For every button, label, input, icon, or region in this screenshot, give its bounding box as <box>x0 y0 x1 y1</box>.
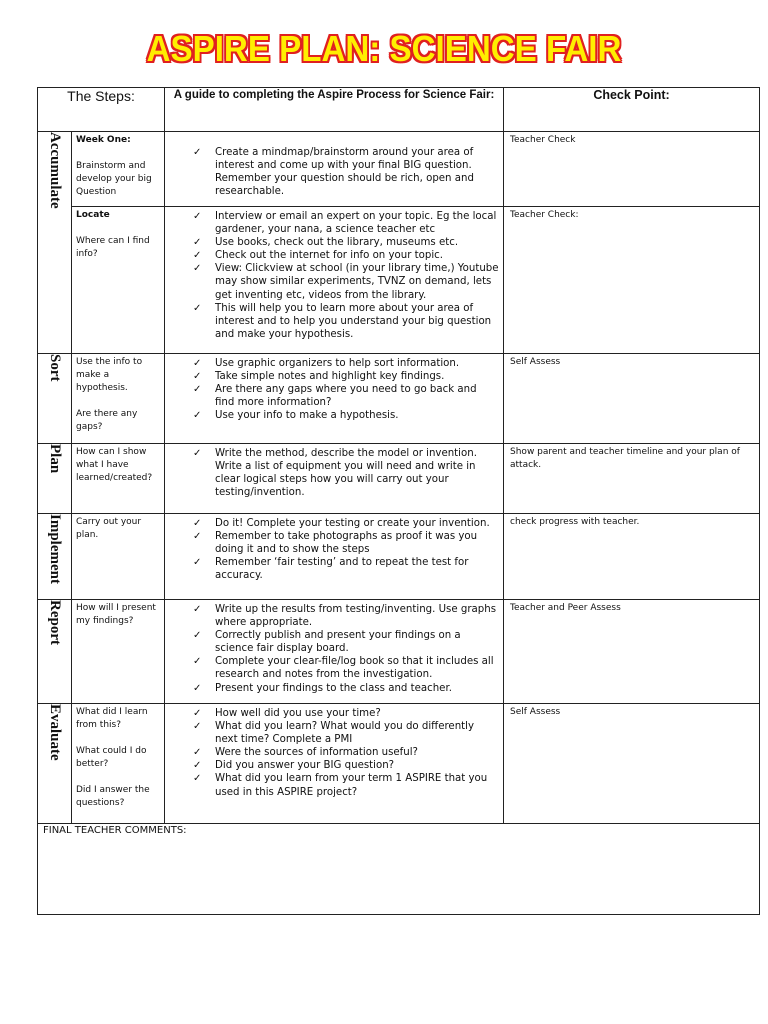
guide-item <box>193 772 499 798</box>
checkpoint-text: Teacher Check: <box>510 210 579 220</box>
checkmark-icon: ✓ <box>193 747 202 759</box>
header-steps: The Steps: <box>38 88 165 132</box>
comments-row <box>38 824 760 915</box>
guide-item-text: Use your info to make a hypothesis. <box>215 410 399 422</box>
step-label: Week One: <box>76 135 131 145</box>
checkmark-icon: ✓ <box>193 518 202 529</box>
step-question: Use the info to make a hypothesis. <box>76 357 143 393</box>
guide-item-text: Check out the internet for info on your topic. <box>215 250 444 262</box>
guide-item <box>193 556 499 582</box>
checkmark-icon: ✓ <box>193 302 202 314</box>
checkmark-icon: ✓ <box>193 531 202 543</box>
checkpoint-cell <box>504 600 760 704</box>
header-row <box>38 88 760 132</box>
page-title: ASPIRE PLAN: SCIENCE FAIR <box>146 28 622 69</box>
question-cell <box>72 704 165 824</box>
guide-item <box>193 383 499 409</box>
guide-item-text: What did you learn from your term 1 ASPIRE that you used in this ASPIRE project? <box>215 773 488 798</box>
checkmark-icon: ✓ <box>193 237 202 249</box>
guide-item-text: Write up the results from testing/inventing. Use graphs where appropriate. <box>215 604 496 629</box>
checkmark-icon: ✓ <box>193 410 202 422</box>
guide-item <box>193 302 499 341</box>
checkpoint-text: Show parent and teacher timeline and your plan of attack. <box>510 447 740 470</box>
guide-item <box>193 357 499 370</box>
step-question: How will I present my findings? <box>76 603 156 626</box>
step-question: What did I learn from this? <box>76 707 148 730</box>
checkmark-icon: ✓ <box>193 656 202 668</box>
guide-item-text: How well did you use your time? <box>215 708 381 719</box>
step-question: Did I answer the questions? <box>76 785 150 808</box>
checkmark-icon: ✓ <box>193 557 202 569</box>
guide-item <box>193 603 499 629</box>
guide-item <box>193 249 499 262</box>
checkpoint-text: Self Assess <box>510 707 561 717</box>
stage-cell <box>38 704 72 824</box>
checkmark-icon: ✓ <box>193 708 202 719</box>
guide-cell <box>165 132 504 207</box>
checkmark-icon: ✓ <box>193 773 202 785</box>
guide-cell <box>165 207 504 354</box>
checkmark-icon: ✓ <box>193 760 202 772</box>
comments-label: FINAL TEACHER COMMENTS: <box>43 825 187 836</box>
guide-cell <box>165 600 504 704</box>
checkmark-icon: ✓ <box>193 721 202 733</box>
question-cell <box>72 444 165 514</box>
checkmark-icon: ✓ <box>193 682 202 694</box>
table-row <box>38 444 760 514</box>
guide-item-text: Were the sources of information useful? <box>215 747 418 759</box>
checkpoint-cell <box>504 207 760 354</box>
guide-item-text: Did you answer your BIG question? <box>215 760 395 772</box>
guide-item-text: Complete your clear-file/log book so that it includes all research and notes from the investigation. <box>215 656 494 681</box>
guide-item <box>193 707 499 720</box>
guide-item-text: Correctly publish and present your findings on a science fair display board. <box>215 630 461 655</box>
guide-item-text: Write the method, describe the model or invention. Write a list of equipment you will need and write in clear logical steps how you will carry out your testing/invention. <box>215 448 477 499</box>
checkpoint-cell <box>504 354 760 444</box>
stage-cell <box>38 132 72 354</box>
guide-item <box>193 370 499 383</box>
stage-cell <box>38 514 72 600</box>
guide-item <box>193 517 499 530</box>
stage-cell <box>38 354 72 444</box>
step-question: Where can I find info? <box>76 236 150 259</box>
guide-item <box>193 655 499 681</box>
guide-item <box>193 720 499 746</box>
stage-label: Sort <box>47 354 63 382</box>
table-row <box>38 354 760 444</box>
table-row <box>38 132 760 207</box>
table-row <box>38 207 760 354</box>
guide-item <box>193 530 499 556</box>
guide-item-text: Present your findings to the class and teacher. <box>215 682 452 694</box>
checkmark-icon: ✓ <box>193 604 202 615</box>
guide-cell <box>165 354 504 444</box>
guide-item <box>193 409 499 422</box>
guide-item-text: Remember to take photographs as proof it was you doing it and to show the steps <box>215 531 478 556</box>
guide-item <box>193 746 499 759</box>
stage-label: Implement <box>47 514 63 584</box>
step-question: Carry out your plan. <box>76 517 142 540</box>
table-row <box>38 600 760 704</box>
guide-item-text: This will help you to learn more about your area of interest and to help you understand your big question and make your hypothesis. <box>215 302 492 340</box>
guide-item <box>193 236 499 249</box>
checkpoint-cell <box>504 514 760 600</box>
guide-item-text: Create a mindmap/brainstorm around your area of interest and come up with your final BIG question. Remember your question should be rich, open and researchable. <box>215 147 474 198</box>
checkmark-icon: ✓ <box>193 211 202 222</box>
checkpoint-text: check progress with teacher. <box>510 517 640 527</box>
checkmark-icon: ✓ <box>193 371 202 383</box>
guide-item-text: Interview or email an expert on your topic. Eg the local gardener, your nana, a science teacher etc <box>215 211 497 236</box>
step-question: What could I do better? <box>76 746 147 769</box>
guide-cell <box>165 444 504 514</box>
guide-item-text: Use graphic organizers to help sort information. <box>215 358 460 369</box>
step-question: Are there any gaps? <box>76 409 138 432</box>
stage-label: Report <box>47 600 63 645</box>
question-cell <box>72 514 165 600</box>
checkpoint-text: Teacher Check <box>510 135 576 145</box>
header-guide: A guide to completing the Aspire Process for Science Fair: <box>165 88 504 132</box>
checkmark-icon: ✓ <box>193 630 202 642</box>
stage-label: Evaluate <box>47 704 63 761</box>
checkpoint-cell <box>504 444 760 514</box>
guide-item <box>193 262 499 301</box>
guide-item <box>193 629 499 655</box>
guide-item <box>193 210 499 236</box>
checkmark-icon: ✓ <box>193 358 202 369</box>
checkpoint-text: Teacher and Peer Assess <box>510 603 621 613</box>
checkmark-icon: ✓ <box>193 263 202 275</box>
question-cell <box>72 600 165 704</box>
aspire-table <box>37 87 760 915</box>
guide-item-text: Remember ‘fair testing’ and to repeat the test for accuracy. <box>215 557 469 582</box>
guide-item-text: View: Clickview at school (in your library time,) Youtube may show similar experiments, TVNZ on demand, lets get inventing etc, videos from the library. <box>215 263 499 301</box>
table-row <box>38 514 760 600</box>
checkmark-icon: ✓ <box>193 448 202 459</box>
checkmark-icon: ✓ <box>193 250 202 262</box>
guide-cell <box>165 514 504 600</box>
guide-item-text: Do it! Complete your testing or create your invention. <box>215 518 490 529</box>
guide-item <box>193 682 499 695</box>
guide-item-text: Use books, check out the library, museums etc. <box>215 237 459 249</box>
guide-item <box>193 759 499 772</box>
guide-item-text: Are there any gaps where you need to go back and find more information? <box>215 384 477 409</box>
comments-cell[interactable] <box>38 824 760 915</box>
stage-cell <box>38 600 72 704</box>
step-question: How can I show what I have learned/created? <box>76 447 153 483</box>
question-cell <box>72 207 165 354</box>
checkpoint-cell <box>504 132 760 207</box>
question-cell <box>72 132 165 207</box>
question-cell <box>72 354 165 444</box>
guide-item-text: What did you learn? What would you do differently next time? Complete a PMI <box>215 721 475 746</box>
guide-item <box>193 146 499 198</box>
step-question: Brainstorm and develop your big Question <box>76 161 152 197</box>
guide-item-text: Take simple notes and highlight key findings. <box>215 371 445 383</box>
guide-cell <box>165 704 504 824</box>
checkmark-icon: ✓ <box>193 384 202 396</box>
step-label: Locate <box>76 210 110 220</box>
guide-item <box>193 447 499 499</box>
stage-label: Plan <box>47 444 63 474</box>
header-check: Check Point: <box>504 88 760 132</box>
stage-label: Accumulate <box>47 132 63 209</box>
stage-cell <box>38 444 72 514</box>
checkpoint-cell <box>504 704 760 824</box>
checkpoint-text: Self Assess <box>510 357 561 367</box>
checkmark-icon: ✓ <box>193 147 202 158</box>
table-row <box>38 704 760 824</box>
